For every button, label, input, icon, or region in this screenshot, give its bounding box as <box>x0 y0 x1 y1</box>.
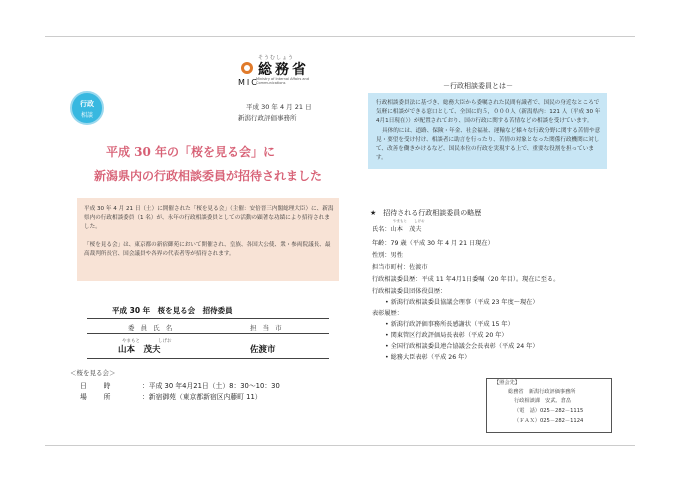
profile-org-label: 行政相談委員団体役員歴： <box>372 288 447 295</box>
about-title: －行政相談委員とは－ <box>443 82 513 90</box>
contact-org: 総務省 新潟行政評価事務所 <box>508 389 576 395</box>
page-title-line2: 新潟県内の行政相談委員が招待されました <box>94 169 323 183</box>
about-paragraph-2: 具体的には、道路、保険・年金、社会福祉、運輸など様々な行政分野に関する苦情や意見・要望を受け付け、相談者に助言を行ったり、苦情の対象となった関係行政機関に対して、改善を働きかけるなど、国民本位の行政を実現する上で、重要な役割を担っています。 <box>376 127 601 162</box>
event-place-row <box>80 391 262 401</box>
event-place-value: ：新宿御苑（東京都新宿区内藤町 11） <box>142 393 262 401</box>
top-rule <box>45 36 635 37</box>
logo-name: 総務省 <box>258 62 309 78</box>
list-item: • 関東管区行政評価局長表彰（平成 20 年） <box>385 332 508 339</box>
table-header-city: 担 当 市 <box>250 324 284 332</box>
list-item: • 新潟行政評価事務所長感謝状（平成 15 年） <box>385 321 514 328</box>
table-cell-name: 山本 茂夫 <box>118 345 161 355</box>
badge-top-text: 行政 <box>80 100 94 108</box>
profile-gender: 性別：男性 <box>372 252 403 259</box>
intro-paragraph-2: 「桜を見る会」は、東京都の新宿御苑において開催され、皇族、各国大公使、衆・参両院議長、最高裁判所長官、国会議員や各界の代表者等が招待されます。 <box>84 242 331 258</box>
profile-title: ★ 招待される行政相談委員の略歴 <box>370 209 482 217</box>
consultation-badge-icon <box>70 91 104 125</box>
ministry-logo-icon <box>240 61 254 75</box>
table-rule-bottom <box>87 358 329 359</box>
table-cell-city: 佐渡市 <box>250 345 276 355</box>
logo-ruby: そうむしょう <box>258 55 295 61</box>
table-rule-mid <box>87 333 329 334</box>
logo-abbr: MIC <box>238 78 259 87</box>
profile-age: 年齢：79 歳（平成 30 年 4 月 21 日現在） <box>372 240 494 247</box>
contact-fax: （ＦＡＸ）025－282－1124 <box>514 418 584 424</box>
page-title-line1: 平成 30 年の「桜を見る会」に <box>106 145 276 159</box>
profile-area: 担当市町村：佐渡市 <box>372 264 428 271</box>
intro-paragraph-1: 平成 30 年 4 月 21 日（土）に開催された「桜を見る会」（主催：安倍晋三内閣総理大臣）に、新潟県内の行政相談委員（1 名）が、永年の行政相談委員としての活動の顕著な功績により招待されました。 <box>84 206 334 231</box>
release-date: 平成 30 年 4 月 21 日 <box>246 103 312 111</box>
table-name-ruby-mei: しげお <box>158 339 172 344</box>
logo-english: Ministry of Internal Affairs and Communications <box>256 77 309 85</box>
profile-name-ruby-mei: しげお <box>414 219 425 223</box>
list-item: • 総務大臣表彰（平成 26 年） <box>385 354 471 361</box>
list-item: • 新潟行政相談委員協議会理事（平成 23 年度～現在） <box>385 299 539 306</box>
contact-section: 行政相談課 安武、倉畠 <box>514 398 572 404</box>
bottom-rule <box>45 445 635 446</box>
about-paragraph-1: 行政相談委員法に基づき、総務大臣から委嘱された民間有識者で、国民の身近なところで気軽に相談ができる窓口として、全国に約５，０００人（新潟県内：121 人（平成 30 年4月1日現在））が配置されており、国の行政に関する苦情などの相談を受けています。 <box>376 100 601 125</box>
table-name-ruby-sei: やまもと <box>122 339 140 344</box>
table-header-name: 委 員 氏 名 <box>128 324 175 332</box>
event-date-value: ：平成 30 年4月21日（土）8：30～10：30 <box>142 382 280 390</box>
list-item: • 全国行政相談委員連合協議会会長表彰（平成 24 年） <box>385 343 539 350</box>
badge-bottom-text: 相談 <box>80 112 93 119</box>
release-office: 新潟行政評価事務所 <box>238 114 297 122</box>
about-text <box>376 99 602 163</box>
profile-career: 行政相談委員歴：平成 11 年4月1日委嘱（20 年目）。現在に至る。 <box>372 276 560 283</box>
event-date-label: 日 時 <box>80 382 116 390</box>
event-place-label: 場 所 <box>80 393 116 401</box>
contact-tel: （電 話）025－282－1115 <box>514 408 584 414</box>
table-title: 平成 30 年 桜を見る会 招待委員 <box>112 306 233 315</box>
contact-label: 【照会先】 <box>494 380 520 386</box>
profile-name-ruby-sei: やまもと <box>393 219 407 223</box>
event-label: ＜桜を見る会＞ <box>70 369 116 377</box>
table-rule-top <box>87 318 329 319</box>
profile-awards-label: 表彰履歴： <box>372 310 403 317</box>
event-date-row <box>80 380 280 390</box>
profile-name: 氏名：山本 茂夫 <box>372 226 422 233</box>
